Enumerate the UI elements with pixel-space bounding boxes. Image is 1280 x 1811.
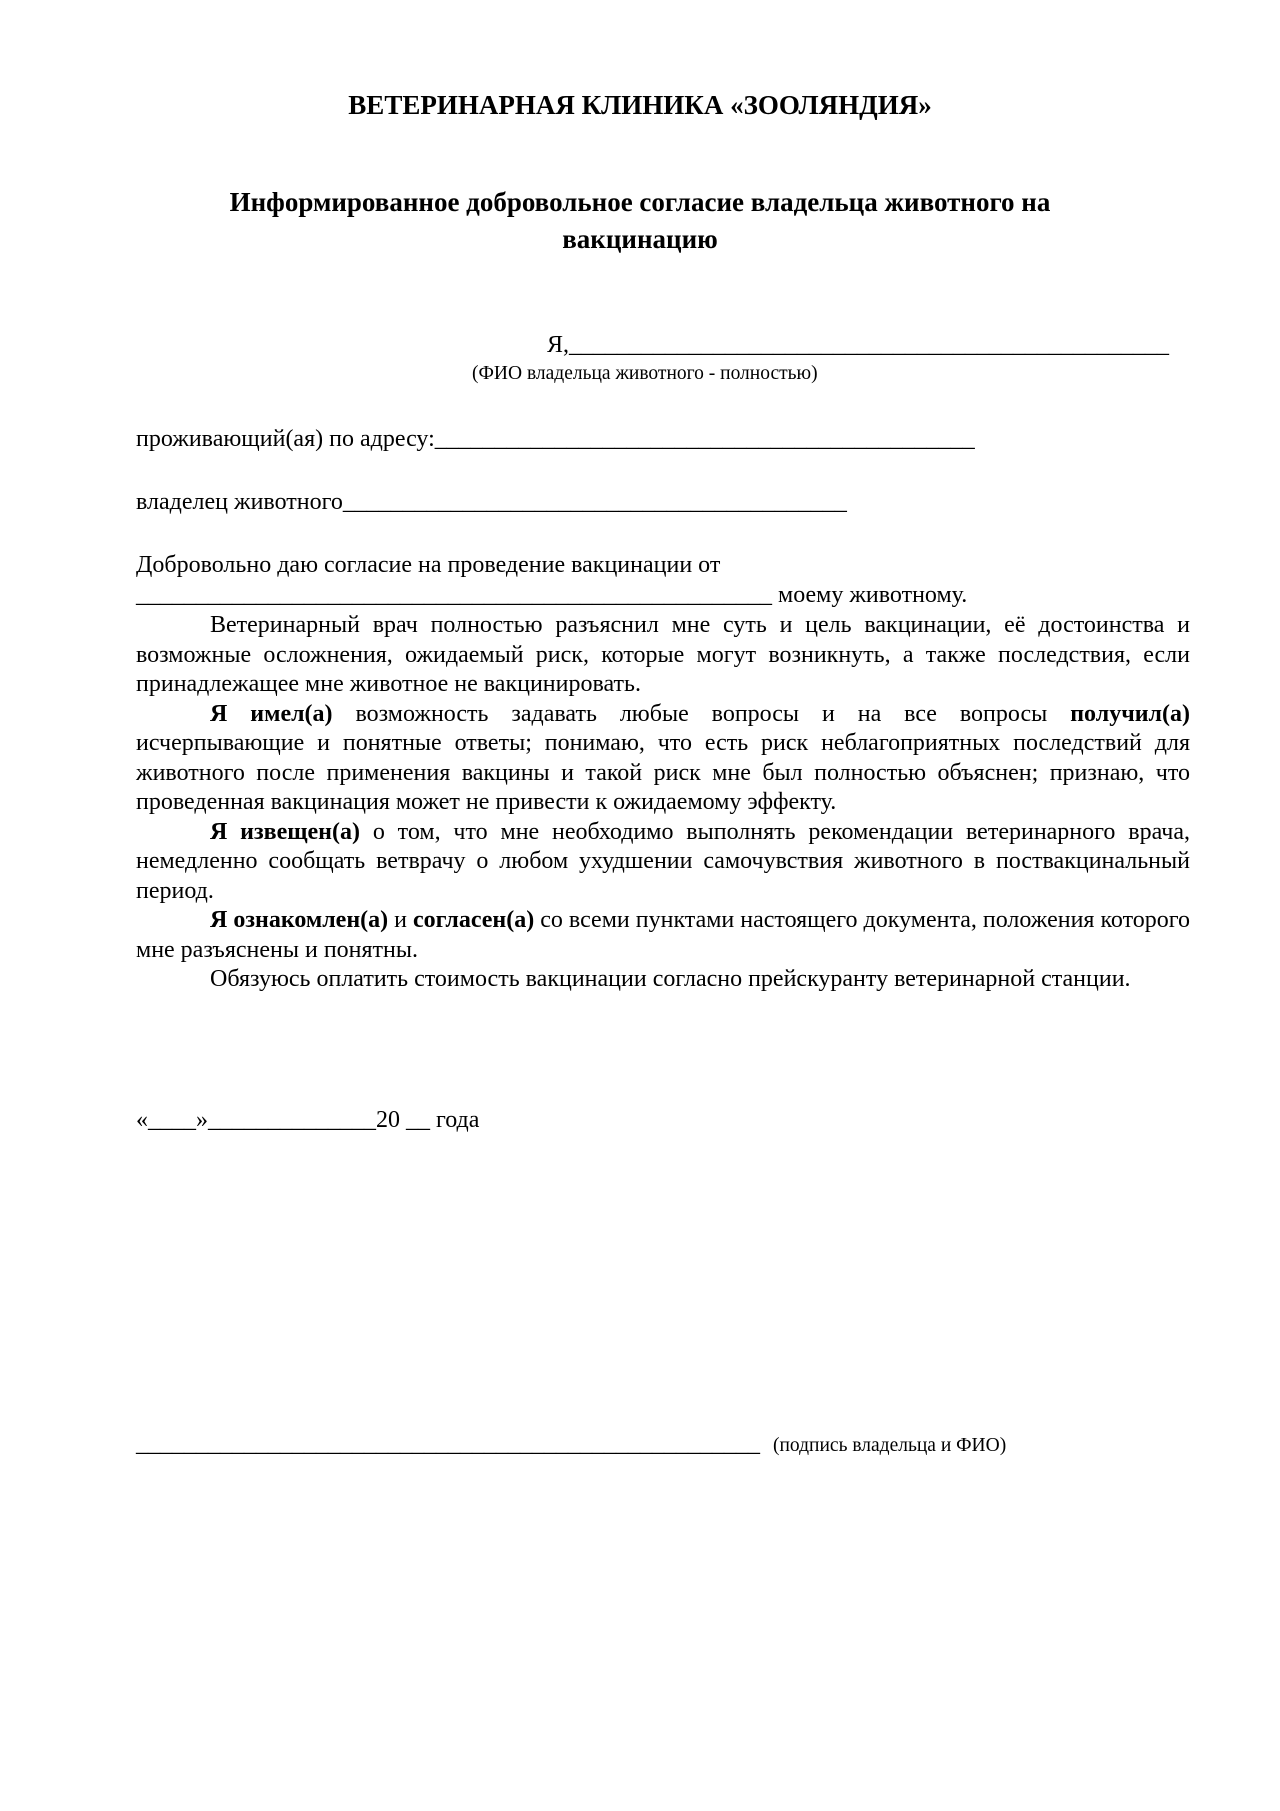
consent-intro: Добровольно даю согласие на проведение вакцинации от [136, 552, 721, 578]
signature-caption: (подпись владельца и ФИО) [773, 1435, 1007, 1456]
vaccination-type-field[interactable]: _____________________________________________________ моему животному. [136, 582, 968, 608]
owner-name-field[interactable]: Я,__________________________________________________ [547, 332, 1170, 358]
paragraph-text: о том, что мне необходимо выполнять рекомендации ветеринарного врача, немедленно сообщать ветврачу о любом ухудшении самочувствия животного в поствакцинальный период. [136, 818, 1190, 904]
signature-field[interactable]: ____________________________________________________ [136, 1431, 760, 1457]
bold-text: Я извещен(а) [210, 818, 360, 845]
clinic-title: ВЕТЕРИНАРНАЯ КЛИНИКА «ЗООЛЯНДИЯ» [348, 90, 932, 120]
bold-text: Я ознакомлен(а) [210, 907, 389, 933]
paragraph-text: исчерпывающие и понятные ответы; понимаю, что есть риск неблагоприятных последствий для животного после применения вакцины и такой риск мне был полностью объяснен; признаю, что проведенная вакцинация может не привести к ожидаемому эффекту. [136, 730, 1190, 815]
paragraph-text: и [388, 907, 414, 933]
paragraph-payment: Обязуюсь оплатить стоимость вакцинации согласно прейскуранту ветеринарной станции. [210, 966, 1131, 992]
document-title-line-1: Информированное добровольное согласие владельца животного на [229, 187, 1051, 217]
document-title-line-2: вакцинацию [562, 224, 718, 254]
paragraph-agreement [136, 906, 1190, 965]
bold-text: Я имел(а) [210, 700, 333, 727]
paragraph-text: возможность задавать любые вопросы и на все вопросы [332, 700, 1071, 727]
paragraph-notified [136, 818, 1190, 907]
paragraph-text: со всеми пунктами настоящего документа, положения которого мне разъяснены и понятны. [136, 907, 1191, 963]
bold-text: согласен(а) [413, 907, 535, 933]
bold-text: получил(а) [1070, 700, 1191, 727]
address-field[interactable]: проживающий(ая) по адресу:_____________________________________________ [136, 426, 975, 452]
owner-name-caption: (ФИО владельца животного - полностью) [472, 363, 818, 384]
paragraph-explanation: Ветеринарный врач полностью разъяснил мне суть и цель вакцинации, её достоинства и возможные осложнения, ожидаемый риск, которые могут возникнуть, а также последствия, если принадлежащее мне животное не вакцинировать. [136, 612, 1190, 697]
consent-body [136, 611, 1190, 995]
animal-field[interactable]: владелец животного__________________________________________ [136, 489, 847, 515]
paragraph-questions [136, 700, 1190, 818]
date-field[interactable]: «____»______________20 __ года [136, 1107, 480, 1133]
